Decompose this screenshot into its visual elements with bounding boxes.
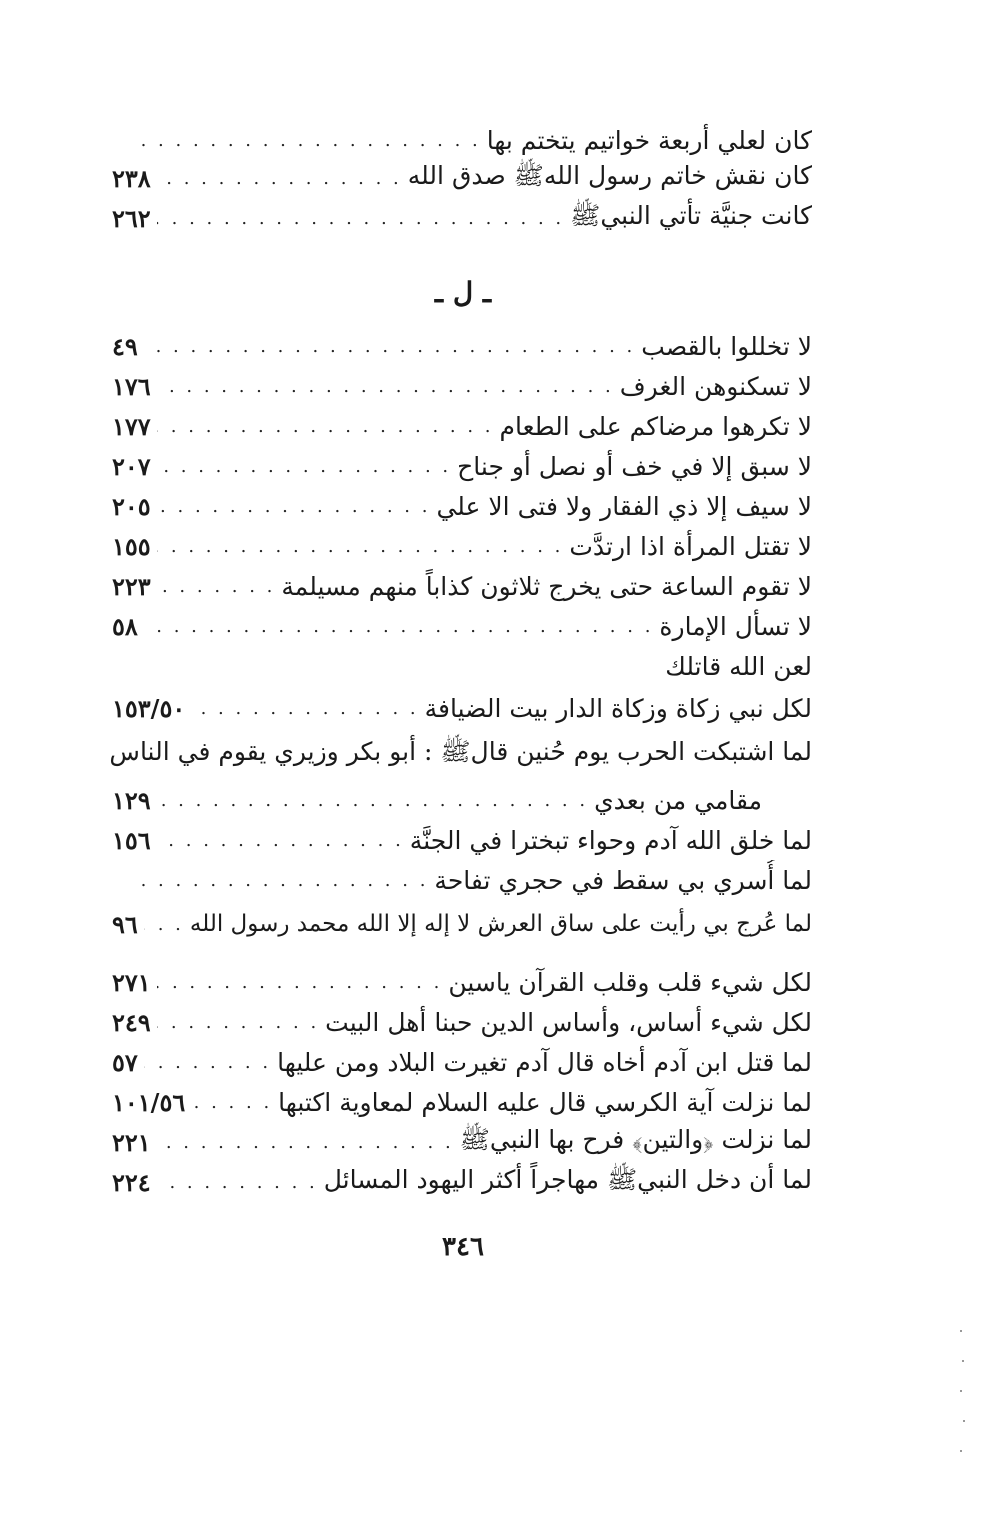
entry-text: لما نزلت آية الكرسي قال عليه السلام لمعاوية اكتبها (278, 1087, 812, 1117)
scan-speck (963, 1420, 965, 1422)
entry-text: لكل شيء قلب وقلب القرآن ياسين (448, 967, 812, 997)
dot-leader (191, 1092, 272, 1113)
entry-page: ١٧٧ (112, 411, 151, 441)
dot-leader (157, 1172, 318, 1193)
entry-text: لا تكرهوا مرضاكم على الطعام (499, 411, 812, 441)
index-entry (112, 326, 812, 366)
scan-speck (960, 1390, 962, 1392)
entry-text: لما أن دخل النبيﷺ مهاجراً أكثر اليهود المسائل (323, 1164, 812, 1194)
dot-leader (191, 698, 418, 719)
index-entry (112, 526, 812, 566)
index-entry-continuation (112, 780, 762, 820)
entry-text: كانت جنيَّة تأتي النبيﷺ (570, 200, 812, 230)
index-entry (112, 366, 812, 406)
entry-text: لما اشتبكت الحرب يوم حُنين قالﷺ : أبو بكر وزيري يقوم في الناس (109, 736, 812, 766)
entry-page: ٥٨ (112, 611, 138, 641)
index-entry (112, 1002, 812, 1042)
dot-leader (157, 790, 588, 811)
scan-speck (962, 1360, 964, 1362)
index-entry (112, 1162, 812, 1202)
dot-leader (157, 830, 404, 851)
dot-leader (157, 416, 494, 437)
index-entry (112, 406, 812, 446)
index-entry (112, 904, 812, 944)
entry-page: ٢٠٥ (112, 491, 151, 521)
entry-text: كان نقش خاتم رسول اللهﷺ صدق الله (407, 160, 812, 190)
entry-page: ٩٦ (112, 909, 138, 939)
entry-page: ٢٢٤ (112, 1167, 151, 1197)
index-entry (112, 606, 812, 646)
entry-page: ١٥٥ (112, 531, 151, 561)
dot-leader (157, 456, 451, 477)
entry-text: كان لعلي أربعة خواتيم يتختم بها (486, 125, 812, 155)
entry-text: لما خلق الله آدم وحواء تبخترا في الجنَّة (409, 825, 812, 855)
entry-page: ٥٧ (112, 1047, 138, 1077)
index-entry (109, 734, 812, 774)
index-entry (112, 820, 812, 860)
entry-text: لما قتل ابن آدم أخاه قال آدم تغيرت البلاد ومن عليها (277, 1047, 812, 1077)
entry-text: لا تقتل المرأة اذا ارتدَّت (569, 531, 812, 561)
dot-leader (157, 536, 564, 557)
entry-page: ٢٢١ (112, 1127, 151, 1157)
entry-page: ٢٠٧ (112, 451, 151, 481)
entry-page: ١٠١/٥٦ (112, 1087, 186, 1117)
entry-page: ١٧٦ (112, 371, 151, 401)
entry-text: لا تقوم الساعة حتى يخرج ثلاثون كذاباً منهم مسيلمة (281, 571, 812, 601)
entry-page: ١٥٦ (112, 825, 151, 855)
dot-leader (144, 1052, 271, 1073)
entry-text: لا تسكنوهن الغرف (619, 371, 812, 401)
dot-leader (157, 376, 614, 397)
entry-text: لما عُرج بي رأيت على ساق العرش لا إله إلا الله محمد رسول الله (189, 911, 812, 937)
dot-leader (144, 336, 635, 357)
dot-leader (157, 1132, 454, 1153)
entry-page: ٢٣٨ (112, 163, 151, 193)
index-entry (112, 962, 812, 1002)
entry-text: لما نزلت ﴿والتين﴾ فرح بها النبيﷺ (459, 1124, 812, 1154)
entry-page: ٢٦٢ (112, 203, 151, 233)
entry-text: مقامي من بعدي (594, 785, 762, 815)
dot-leader (128, 870, 428, 891)
index-entry (665, 646, 812, 686)
index-entry (112, 1082, 812, 1122)
dot-leader (128, 130, 481, 151)
dot-leader (157, 1012, 320, 1033)
scan-speck (960, 1330, 962, 1332)
index-entry (112, 1042, 812, 1082)
entry-text: لا تسأل الإمارة (659, 611, 812, 641)
entry-page: ١٢٩ (112, 785, 151, 815)
index-entry (112, 566, 812, 606)
page-number: ٣٤٦ (442, 1232, 484, 1262)
entry-text: لا سبق إلا في خف أو نصل أو جناح (457, 451, 812, 481)
index-entry (112, 486, 812, 526)
entry-text: لا تخللوا بالقصب (641, 331, 812, 361)
index-entry (112, 120, 812, 160)
entry-page: ٢٧١ (112, 967, 151, 997)
index-entry (112, 1122, 812, 1162)
index-entry (112, 688, 812, 728)
dot-leader (157, 208, 564, 229)
entry-page: ٢٤٩ (112, 1007, 151, 1037)
dot-leader (144, 616, 654, 637)
index-entry (112, 158, 812, 198)
dot-leader (144, 914, 184, 935)
entry-page: ٢٢٣ (112, 571, 151, 601)
entry-text: لكل نبي زكاة وزكاة الدار بيت الضيافة (424, 693, 812, 723)
scan-speck (960, 1450, 962, 1452)
index-entry (112, 198, 812, 238)
dot-leader (157, 168, 402, 189)
dot-leader (157, 576, 276, 597)
section-heading: ـ ل ـ (434, 276, 492, 309)
dot-leader (157, 972, 443, 993)
entry-page: ٤٩ (112, 331, 138, 361)
entry-text: لما أُسري بي سقط في حجري تفاحة (434, 865, 812, 895)
index-entry (112, 446, 812, 486)
entry-page: ١٥٣/٥٠ (112, 693, 186, 723)
entry-text: لكل شيء أساس، وأساس الدين حبنا أهل البيت (325, 1007, 812, 1037)
dot-leader (157, 496, 431, 517)
entry-text: لعن الله قاتلك (665, 651, 812, 681)
index-entry (112, 860, 812, 900)
entry-text: لا سيف إلا ذي الفقار ولا فتى الا علي (436, 491, 812, 521)
